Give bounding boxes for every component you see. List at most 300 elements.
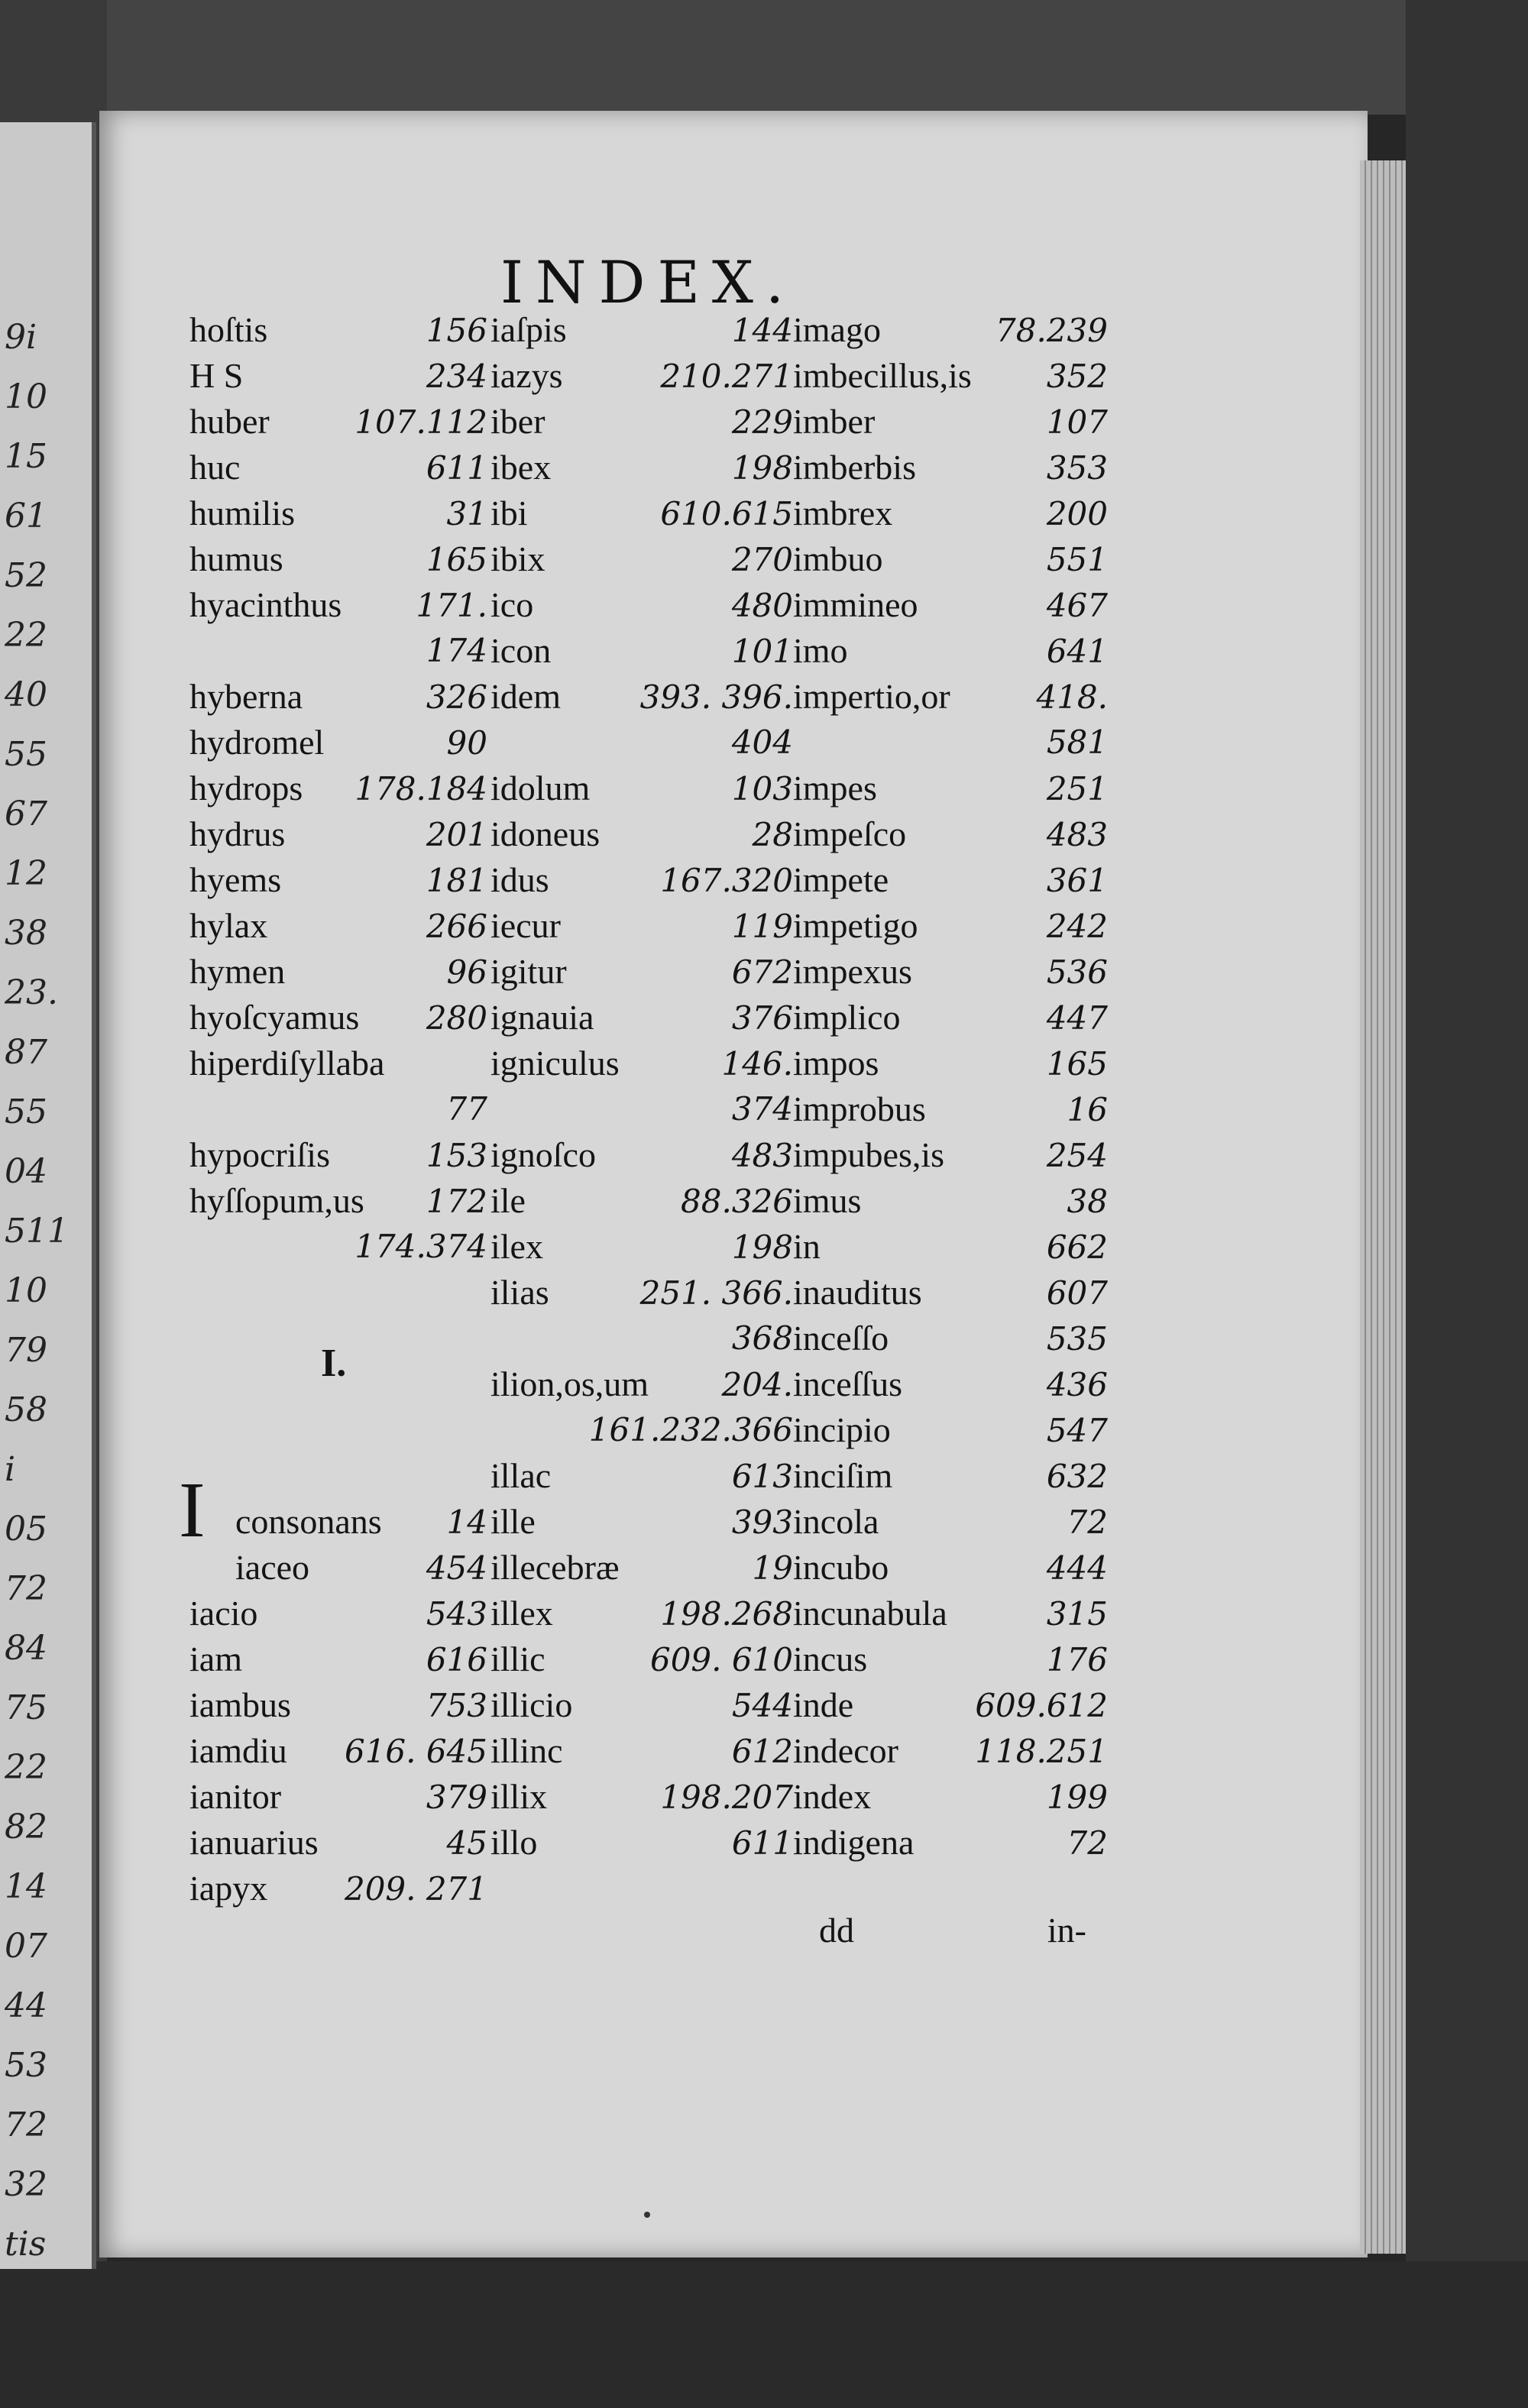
entry-page-numbers: 280 bbox=[426, 999, 487, 1037]
entry-word: iazys bbox=[490, 356, 563, 395]
entry-word: imbuo bbox=[793, 539, 883, 578]
index-entry bbox=[793, 582, 1108, 628]
entry-page-numbers: 165 bbox=[1046, 1045, 1108, 1083]
entry-word: imo bbox=[793, 631, 848, 670]
entry-page-numbers: 101 bbox=[731, 633, 793, 670]
index-entry bbox=[189, 1820, 487, 1866]
entry-page-numbers: 483 bbox=[1046, 816, 1108, 853]
entry-page-numbers: 201 bbox=[426, 816, 487, 853]
index-entry bbox=[490, 582, 793, 628]
index-entry bbox=[793, 720, 1108, 765]
previous-page-fragment: 82 bbox=[5, 1808, 47, 1846]
index-entry bbox=[490, 1636, 793, 1682]
index-entry bbox=[189, 1545, 487, 1591]
index-entry bbox=[490, 1453, 793, 1499]
index-entry bbox=[793, 1774, 1108, 1820]
entry-page-numbers: 418. bbox=[1036, 678, 1108, 716]
entry-page-numbers: 607 bbox=[1046, 1274, 1108, 1312]
entry-word: hylax bbox=[189, 906, 268, 945]
entry-page-numbers: 90 bbox=[446, 724, 487, 762]
entry-page-numbers: 88.326 bbox=[681, 1183, 793, 1220]
entry-page-numbers: 181 bbox=[426, 862, 487, 899]
index-entry bbox=[189, 1866, 487, 1911]
entry-page-numbers: 447 bbox=[1046, 999, 1108, 1037]
index-entry bbox=[793, 536, 1108, 582]
entry-page-numbers: 544 bbox=[731, 1687, 793, 1724]
entry-word: consonans bbox=[235, 1502, 382, 1541]
entry-page-numbers: 103 bbox=[731, 770, 793, 808]
index-entry bbox=[189, 720, 487, 765]
index-entry bbox=[490, 811, 793, 857]
entry-word: inceſſus bbox=[793, 1364, 903, 1403]
entry-page-numbers: 165 bbox=[426, 541, 487, 578]
entry-page-numbers: 753 bbox=[426, 1687, 487, 1724]
entry-page-numbers: 14 bbox=[446, 1503, 487, 1541]
signature-mark: dd bbox=[819, 1911, 854, 1950]
entry-page-numbers: 242 bbox=[1046, 908, 1108, 945]
entry-word: impos bbox=[793, 1044, 879, 1083]
previous-page-fragment: 55 bbox=[5, 735, 47, 774]
entry-word: indecor bbox=[793, 1731, 898, 1770]
entry-page-numbers: 632 bbox=[1046, 1458, 1108, 1495]
entry-word: igitur bbox=[490, 952, 567, 991]
entry-page-numbers: 376 bbox=[731, 999, 793, 1037]
index-entry bbox=[490, 1224, 793, 1270]
index-entry bbox=[490, 1132, 793, 1178]
entry-word: idus bbox=[490, 860, 549, 899]
entry-word: inauditus bbox=[793, 1273, 922, 1312]
page-edges bbox=[1360, 160, 1406, 2254]
entry-word: impexus bbox=[793, 952, 912, 991]
index-entry bbox=[490, 674, 793, 720]
index-entry bbox=[189, 1499, 487, 1545]
index-entry bbox=[490, 399, 793, 445]
entry-word: huber bbox=[189, 402, 270, 441]
index-entry bbox=[490, 1774, 793, 1820]
previous-page-fragment: 79 bbox=[5, 1331, 47, 1370]
entry-word: iam bbox=[189, 1639, 242, 1678]
entry-word: illic bbox=[490, 1639, 545, 1678]
index-entry bbox=[490, 1041, 793, 1086]
index-column-2 bbox=[490, 307, 793, 1866]
index-entry bbox=[490, 765, 793, 811]
entry-word: illix bbox=[490, 1777, 548, 1816]
entry-word: in bbox=[793, 1227, 821, 1266]
previous-page-fragment: tis bbox=[5, 2225, 47, 2264]
entry-page-numbers: 119 bbox=[731, 908, 793, 945]
entry-word: illac bbox=[490, 1456, 552, 1495]
entry-page-numbers: 118.251 bbox=[975, 1733, 1108, 1770]
entry-word: illicio bbox=[490, 1685, 573, 1724]
book-cover-right bbox=[1406, 0, 1528, 2408]
index-entry bbox=[793, 765, 1108, 811]
ink-speck bbox=[644, 2212, 650, 2218]
previous-page-fragment: 53 bbox=[5, 2046, 47, 2085]
index-entry bbox=[793, 1728, 1108, 1774]
entry-word: hypocriſis bbox=[189, 1135, 330, 1174]
entry-page-numbers: 28 bbox=[752, 816, 793, 853]
index-entry bbox=[189, 1178, 487, 1224]
entry-word: hyacinthus bbox=[189, 585, 342, 624]
index-entry bbox=[793, 1316, 1108, 1361]
index-entry bbox=[793, 1820, 1108, 1866]
index-entry bbox=[793, 353, 1108, 399]
entry-word: imago bbox=[793, 310, 881, 349]
entry-word: hymen bbox=[189, 952, 286, 991]
index-entry bbox=[189, 1591, 487, 1636]
entry-page-numbers: 96 bbox=[446, 953, 487, 991]
index-entry bbox=[189, 1636, 487, 1682]
entry-word: imbecillus,is bbox=[793, 356, 972, 395]
entry-page-numbers: 436 bbox=[1046, 1366, 1108, 1403]
entry-word: iaceo bbox=[235, 1548, 310, 1587]
previous-page-fragment: 61 bbox=[5, 497, 47, 536]
entry-page-numbers: 613 bbox=[731, 1458, 793, 1495]
index-entry bbox=[189, 445, 487, 490]
entry-word: inciſim bbox=[793, 1456, 893, 1495]
entry-page-numbers: 393 bbox=[731, 1503, 793, 1541]
entry-word: hyberna bbox=[189, 677, 303, 716]
entry-word: idoneus bbox=[490, 814, 601, 853]
entry-word: humus bbox=[189, 539, 283, 578]
previous-page-fragment: 23. bbox=[5, 973, 58, 1012]
entry-page-numbers: 616 bbox=[426, 1641, 487, 1678]
entry-page-numbers: 609.612 bbox=[975, 1687, 1108, 1724]
entry-page-numbers: 107.112 bbox=[354, 403, 487, 441]
index-entry bbox=[490, 490, 793, 536]
entry-word: index bbox=[793, 1777, 872, 1816]
previous-page-fragment: 75 bbox=[5, 1688, 47, 1727]
entry-page-numbers: 38 bbox=[1067, 1183, 1108, 1220]
index-column-3 bbox=[793, 307, 1108, 1866]
entry-page-numbers: 326 bbox=[426, 678, 487, 716]
entry-word: illinc bbox=[490, 1731, 563, 1770]
index-entry bbox=[793, 1545, 1108, 1591]
entry-page-numbers: 609. 610 bbox=[649, 1641, 793, 1678]
index-entry bbox=[189, 399, 487, 445]
entry-word: imberbis bbox=[793, 448, 916, 487]
entry-word: illex bbox=[490, 1594, 553, 1633]
entry-word: illo bbox=[490, 1823, 538, 1862]
entry-word: imber bbox=[793, 402, 876, 441]
index-entry bbox=[490, 1086, 793, 1132]
entry-page-numbers: 198 bbox=[731, 449, 793, 487]
entry-page-numbers: 641 bbox=[1046, 633, 1108, 670]
entry-page-numbers: 612 bbox=[731, 1733, 793, 1770]
book-cover-bottom bbox=[0, 2261, 1528, 2408]
index-entry bbox=[793, 1453, 1108, 1499]
entry-page-numbers: 171. bbox=[416, 587, 487, 624]
index-entry bbox=[793, 1636, 1108, 1682]
entry-page-numbers: 234 bbox=[426, 358, 487, 395]
entry-page-numbers: 353 bbox=[1046, 449, 1108, 487]
entry-word: ignoſco bbox=[490, 1135, 596, 1174]
index-entry bbox=[189, 628, 487, 674]
index-entry bbox=[490, 1316, 793, 1361]
previous-page-fragment: 511 bbox=[5, 1212, 69, 1251]
index-entry bbox=[490, 1728, 793, 1774]
entry-word: hydrops bbox=[189, 769, 303, 808]
index-entry bbox=[189, 765, 487, 811]
entry-page-numbers: 374 bbox=[731, 1090, 793, 1128]
index-entry bbox=[189, 353, 487, 399]
index-entry bbox=[793, 857, 1108, 903]
row-spacer bbox=[189, 1407, 487, 1453]
entry-word: iecur bbox=[490, 906, 561, 945]
entry-word: hyſſopum,us bbox=[189, 1181, 364, 1220]
entry-page-numbers: 672 bbox=[731, 953, 793, 991]
entry-word: ibex bbox=[490, 448, 552, 487]
index-entry bbox=[793, 1086, 1108, 1132]
index-entry bbox=[490, 903, 793, 949]
index-entry bbox=[793, 1591, 1108, 1636]
entry-word: hyoſcyamus bbox=[189, 998, 360, 1037]
index-entry bbox=[793, 1407, 1108, 1453]
entry-page-numbers: 266 bbox=[426, 908, 487, 945]
entry-word: impete bbox=[793, 860, 889, 899]
entry-page-numbers: 198.207 bbox=[660, 1778, 793, 1816]
index-entry bbox=[793, 307, 1108, 353]
entry-word: igniculus bbox=[490, 1044, 620, 1083]
index-entry bbox=[189, 1086, 487, 1132]
entry-word: improbus bbox=[793, 1089, 926, 1128]
entry-word: iacio bbox=[189, 1594, 258, 1633]
entry-word: illecebræ bbox=[490, 1548, 620, 1587]
index-entry bbox=[793, 490, 1108, 536]
entry-word: iapyx bbox=[189, 1869, 268, 1908]
index-entry bbox=[490, 353, 793, 399]
index-entry bbox=[793, 1499, 1108, 1545]
previous-page-fragment: 07 bbox=[5, 1927, 47, 1966]
entry-page-numbers: 72 bbox=[1067, 1503, 1108, 1541]
entry-page-numbers: 198.268 bbox=[660, 1595, 793, 1633]
index-entry bbox=[490, 857, 793, 903]
entry-word: impeſco bbox=[793, 814, 907, 853]
entry-page-numbers: 616. 645 bbox=[344, 1733, 487, 1770]
previous-page-fragment: 22 bbox=[5, 1748, 47, 1787]
entry-word: ibi bbox=[490, 494, 528, 532]
entry-word: incola bbox=[793, 1502, 879, 1541]
entry-page-numbers: 610.615 bbox=[660, 495, 793, 532]
index-entry bbox=[793, 949, 1108, 995]
entry-page-numbers: 200 bbox=[1046, 495, 1108, 532]
index-entry bbox=[793, 811, 1108, 857]
entry-word: ilias bbox=[490, 1273, 549, 1312]
index-entry bbox=[189, 811, 487, 857]
index-entry bbox=[189, 995, 487, 1041]
entry-page-numbers: 107 bbox=[1046, 403, 1108, 441]
index-entry bbox=[189, 1774, 487, 1820]
entry-page-numbers: 483 bbox=[731, 1137, 793, 1174]
index-entry bbox=[189, 490, 487, 536]
previous-page-fragment: 72 bbox=[5, 2105, 47, 2144]
index-entry bbox=[490, 949, 793, 995]
entry-page-numbers: 551 bbox=[1046, 541, 1108, 578]
entry-page-numbers: 611 bbox=[426, 449, 487, 487]
entry-page-numbers: 361 bbox=[1046, 862, 1108, 899]
entry-page-numbers: 581 bbox=[1046, 723, 1108, 761]
index-entry bbox=[189, 1132, 487, 1178]
entry-word: ico bbox=[490, 585, 534, 624]
entry-page-numbers: 161.232.366 bbox=[588, 1411, 793, 1448]
previous-page-fragment: 14 bbox=[5, 1867, 47, 1906]
previous-page-fragment: 15 bbox=[5, 437, 47, 476]
index-entry bbox=[490, 1361, 793, 1407]
previous-page-fragment: 10 bbox=[5, 377, 47, 416]
section-letter: I. bbox=[321, 1342, 347, 1385]
index-entry bbox=[793, 903, 1108, 949]
entry-page-numbers: 480 bbox=[731, 587, 793, 624]
index-entry bbox=[189, 1682, 487, 1728]
entry-word: iamdiu bbox=[189, 1731, 287, 1770]
index-entry bbox=[189, 903, 487, 949]
previous-page-fragment: 87 bbox=[5, 1033, 47, 1072]
entry-page-numbers: 454 bbox=[426, 1549, 487, 1587]
entry-page-numbers: 535 bbox=[1046, 1320, 1108, 1358]
index-entry bbox=[189, 1728, 487, 1774]
entry-page-numbers: 72 bbox=[1067, 1824, 1108, 1862]
index-entry bbox=[490, 307, 793, 353]
index-entry bbox=[490, 628, 793, 674]
entry-page-numbers: 77 bbox=[446, 1090, 487, 1128]
previous-page-fragment: 32 bbox=[5, 2165, 47, 2204]
index-entry bbox=[189, 949, 487, 995]
entry-page-numbers: 444 bbox=[1046, 1549, 1108, 1587]
entry-word: hydrus bbox=[189, 814, 286, 853]
page-footer bbox=[819, 1910, 1086, 1950]
previous-page-fragment: 52 bbox=[5, 556, 47, 595]
entry-page-numbers: 144 bbox=[731, 312, 793, 349]
index-entry bbox=[793, 399, 1108, 445]
entry-page-numbers: 156 bbox=[426, 312, 487, 349]
entry-word: ianitor bbox=[189, 1777, 282, 1816]
entry-page-numbers: 31 bbox=[446, 495, 487, 532]
index-entry bbox=[793, 674, 1108, 720]
entry-page-numbers: 45 bbox=[446, 1824, 487, 1862]
index-entry bbox=[490, 1178, 793, 1224]
index-entry bbox=[189, 857, 487, 903]
entry-word: H S bbox=[189, 356, 244, 395]
entry-word: humilis bbox=[189, 494, 296, 532]
previous-page-fragment: 04 bbox=[5, 1152, 47, 1191]
entry-word: immineo bbox=[793, 585, 918, 624]
entry-word: idem bbox=[490, 677, 561, 716]
previous-page-fragment: 05 bbox=[5, 1510, 47, 1549]
entry-word: imus bbox=[793, 1181, 862, 1220]
index-entry bbox=[793, 1361, 1108, 1407]
index-column-1 bbox=[189, 307, 487, 1911]
entry-word: ignauia bbox=[490, 998, 594, 1037]
previous-page-fragment: 67 bbox=[5, 795, 47, 833]
entry-page-numbers: 543 bbox=[426, 1595, 487, 1633]
index-entry bbox=[189, 674, 487, 720]
entry-word: iambus bbox=[189, 1685, 291, 1724]
index-entry bbox=[189, 582, 487, 628]
entry-word: ille bbox=[490, 1502, 536, 1541]
entry-word: inceſſo bbox=[793, 1319, 889, 1358]
index-entry bbox=[490, 1545, 793, 1591]
previous-page-fragment: 72 bbox=[5, 1569, 47, 1608]
entry-page-numbers: 379 bbox=[426, 1778, 487, 1816]
entry-page-numbers: 172 bbox=[426, 1183, 487, 1220]
previous-page-fragment: 38 bbox=[5, 914, 47, 953]
index-entry bbox=[490, 720, 793, 765]
entry-word: ilion,os,um bbox=[490, 1364, 649, 1403]
entry-page-numbers: 78.239 bbox=[995, 312, 1108, 349]
previous-page-fragment: 40 bbox=[5, 675, 47, 714]
index-entry bbox=[490, 1499, 793, 1545]
entry-page-numbers: 270 bbox=[731, 541, 793, 578]
index-entry bbox=[490, 445, 793, 490]
entry-page-numbers: 16 bbox=[1067, 1091, 1108, 1128]
entry-page-numbers: 229 bbox=[731, 403, 793, 441]
index-entry bbox=[490, 1591, 793, 1636]
entry-page-numbers: 547 bbox=[1046, 1412, 1108, 1449]
previous-page-fragment: 58 bbox=[5, 1390, 47, 1429]
entry-word: hoſtis bbox=[189, 310, 268, 349]
entry-page-numbers: 404 bbox=[731, 723, 793, 761]
index-entry bbox=[793, 1132, 1108, 1178]
previous-page-fragment: 10 bbox=[5, 1271, 47, 1310]
index-entry bbox=[490, 1270, 793, 1316]
entry-word: iaſpis bbox=[490, 310, 567, 349]
entry-word: impes bbox=[793, 769, 877, 808]
index-entry bbox=[793, 995, 1108, 1041]
entry-page-numbers: 167.320 bbox=[660, 862, 793, 899]
entry-page-numbers: 467 bbox=[1046, 587, 1108, 624]
entry-page-numbers: 199 bbox=[1046, 1778, 1108, 1816]
entry-page-numbers: 352 bbox=[1046, 358, 1108, 395]
entry-page-numbers: 176 bbox=[1046, 1641, 1108, 1678]
index-entry bbox=[793, 1682, 1108, 1728]
entry-word: hyems bbox=[189, 860, 282, 899]
entry-page-numbers: 209. 271 bbox=[344, 1870, 487, 1908]
previous-page-fragment: i bbox=[5, 1450, 16, 1489]
entry-page-numbers: 19 bbox=[752, 1549, 793, 1587]
entry-page-numbers: 204. bbox=[721, 1366, 793, 1403]
index-entry bbox=[189, 307, 487, 353]
entry-page-numbers: 315 bbox=[1046, 1595, 1108, 1633]
entry-page-numbers: 662 bbox=[1046, 1228, 1108, 1266]
index-entry bbox=[793, 445, 1108, 490]
entry-word: iber bbox=[490, 402, 545, 441]
entry-word: implico bbox=[793, 998, 901, 1037]
entry-word: huc bbox=[189, 448, 241, 487]
entry-word: indigena bbox=[793, 1823, 915, 1862]
entry-page-numbers: 611 bbox=[731, 1824, 793, 1862]
entry-word: impertio,or bbox=[793, 677, 950, 716]
row-spacer bbox=[189, 1453, 487, 1499]
entry-word: idolum bbox=[490, 769, 591, 808]
entry-page-numbers: 174 bbox=[426, 632, 487, 669]
entry-page-numbers: 254 bbox=[1046, 1137, 1108, 1174]
entry-page-numbers: 210.271 bbox=[660, 358, 793, 395]
index-entry bbox=[490, 536, 793, 582]
entry-word: ianuarius bbox=[189, 1823, 319, 1862]
index-entry bbox=[490, 995, 793, 1041]
index-entry bbox=[793, 628, 1108, 674]
previous-page-edge bbox=[0, 122, 96, 2269]
entry-word: ibix bbox=[490, 539, 545, 578]
previous-page-fragment: 9i bbox=[5, 318, 37, 357]
entry-page-numbers: 536 bbox=[1046, 953, 1108, 991]
entry-word: inde bbox=[793, 1685, 854, 1724]
catchword: in- bbox=[1047, 1911, 1086, 1950]
entry-word: impetigo bbox=[793, 906, 918, 945]
index-entry bbox=[490, 1682, 793, 1728]
entry-page-numbers: 174.374 bbox=[354, 1228, 487, 1265]
previous-page-fragment: 55 bbox=[5, 1092, 47, 1131]
